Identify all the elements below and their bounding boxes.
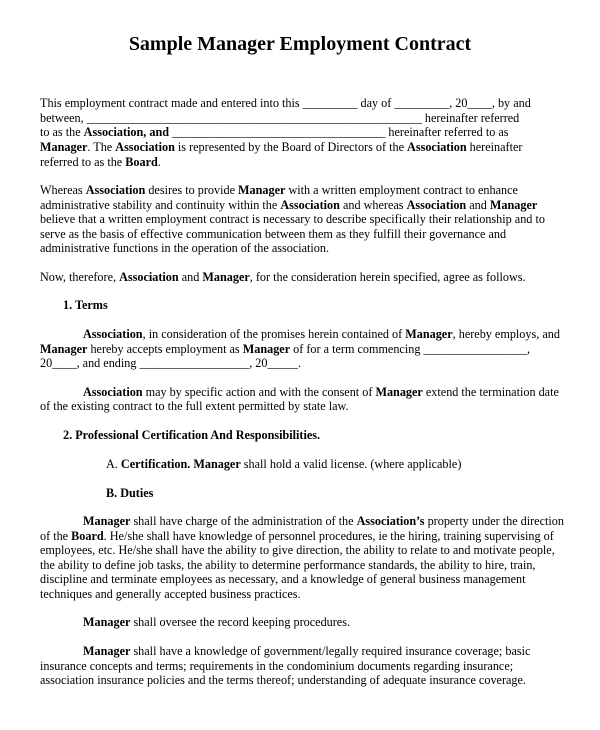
- section-1-p1-line-2: Manager hereby accepts employment as Manager of for a term commencing _________________,: [40, 342, 531, 356]
- section-1-p1-line-1: Association, in consideration of the promises herein contained of Manager, hereby employs, and: [83, 327, 560, 341]
- duties-p1-line-4: the ability to define job tasks, the ability to determine performance standards, the ability to hire, train,: [40, 558, 536, 572]
- intro-line-5: referred to as the Board.: [40, 155, 161, 169]
- intro-line-3: to as the Association, and ___________________________________ hereinafter referred to as: [40, 125, 509, 139]
- duties-p3-line-3: association insurance policies and the terms thereof; understanding of adequate insurance coverage.: [40, 673, 526, 687]
- duties-p1-line-5: discipline and terminate employees as necessary, and a knowledge of general business management: [40, 572, 526, 586]
- section-1-heading: 1. Terms: [63, 298, 108, 312]
- intro-line-4: Manager. The Association is represented by the Board of Directors of the Association hereinafter: [40, 140, 523, 154]
- therefore-line: Now, therefore, Association and Manager, for the consideration herein specified, agree as follows.: [40, 270, 526, 284]
- whereas-line-3: believe that a written employment contract is necessary to describe specifically their relationship and to: [40, 212, 545, 226]
- document-title: Sample Manager Employment Contract: [128, 33, 472, 55]
- duties-p1-line-2: of the Board. He/she shall have knowledge of personnel procedures, ie the hiring, training supervising of: [40, 529, 554, 543]
- duties-p3-line-2: insurance concepts and terms; requirements in the condominium documents regarding insurance;: [40, 659, 514, 673]
- section-2a-certification: A. Certification. Manager shall hold a valid license. (where applicable): [106, 457, 462, 471]
- section-1-p2-line-1: Association may by specific action and with the consent of Manager extend the termination date: [83, 385, 559, 399]
- section-1-p2-line-2: of the existing contract to the full extent permitted by state law.: [40, 399, 349, 413]
- section-2b-heading: B. Duties: [106, 486, 154, 500]
- section-1-p1-line-3: 20____, and ending __________________, 20_____.: [40, 356, 302, 370]
- duties-p2-line: Manager shall oversee the record keeping procedures.: [83, 615, 351, 629]
- duties-p1-line-1: Manager shall have charge of the administration of the Association’s property under the direction: [83, 514, 564, 528]
- duties-p1-line-3: employees, etc. He/she shall have the ability to give direction, the ability to relate to and motivate people,: [40, 543, 555, 557]
- whereas-line-2: administrative stability and continuity within the Association and whereas Association and Manager: [40, 198, 538, 212]
- duties-p1-line-6: techniques and generally accepted business practices.: [40, 587, 301, 601]
- intro-line-1: This employment contract made and entered into this _________ day of _________, 20____, by and: [40, 96, 531, 110]
- intro-line-2: between, _______________________________________________________ hereinafter referred: [40, 111, 520, 125]
- whereas-line-1: Whereas Association desires to provide Manager with a written employment contract to enhance: [40, 183, 518, 197]
- whereas-line-4: serve as the basis of effective communication between them as they fulfill their governance and: [40, 227, 507, 241]
- whereas-line-5: administrative functions in the operation of the association.: [40, 241, 330, 255]
- duties-p3-line-1: Manager shall have a knowledge of government/legally required insurance coverage; basic: [83, 644, 531, 658]
- section-2-heading: 2. Professional Certification And Responsibilities.: [63, 428, 321, 442]
